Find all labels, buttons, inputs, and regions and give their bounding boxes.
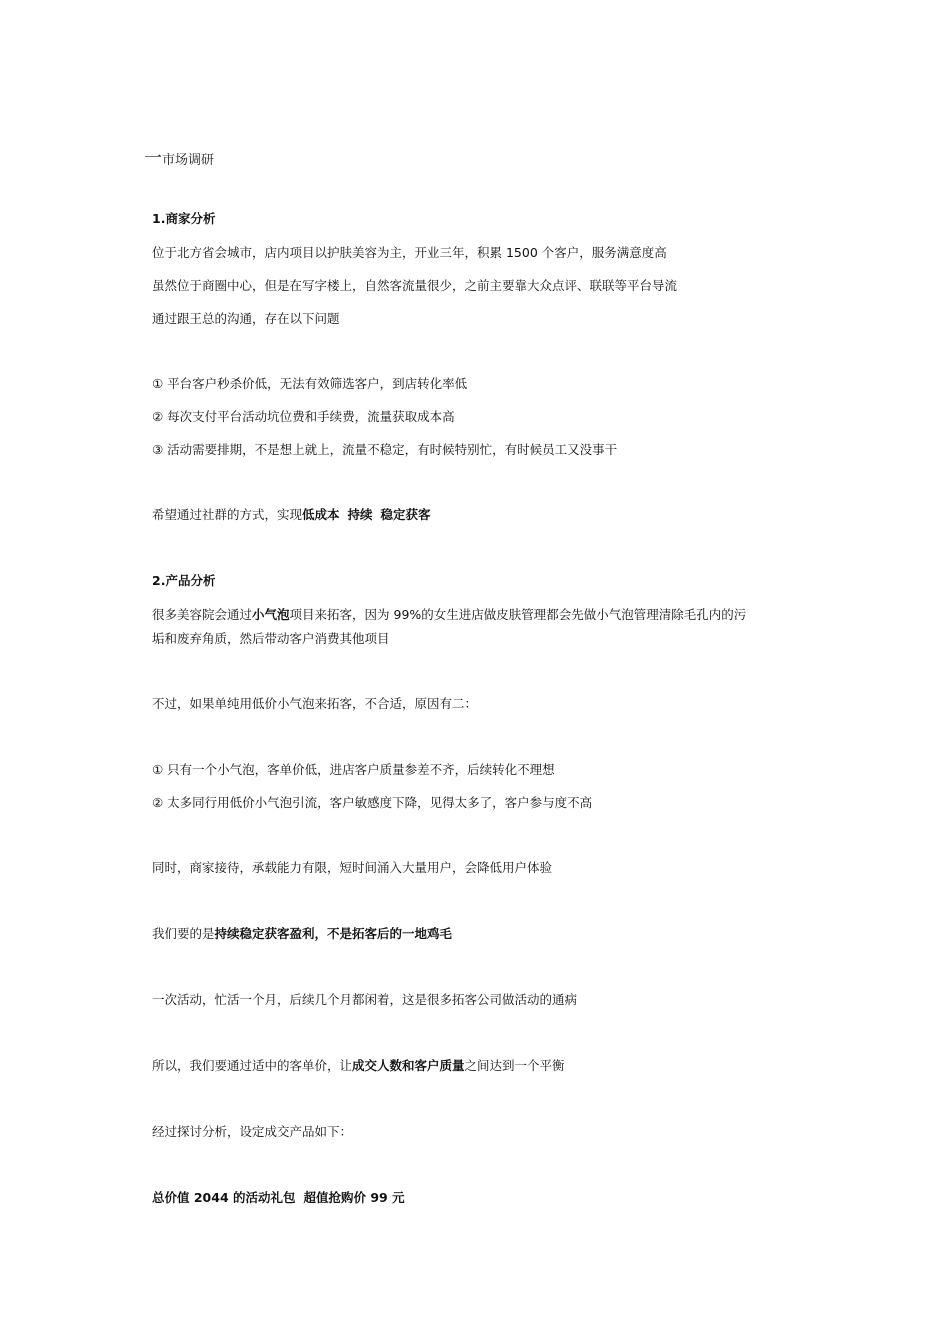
section-number: 一: [144, 148, 162, 169]
merchant-paragraph-1: 位于北方省会城市，店内项目以护肤美容为主，开业三年，积累 1500 个客户，服务满意度高: [152, 245, 667, 260]
p4-bold: 持续稳定获客盈利，不是拓客后的一地鸡毛: [214, 926, 453, 941]
section-title: [144, 144, 214, 170]
product-paragraph-4: [152, 923, 452, 945]
product-paragraph-7: 经过探讨分析，设定成交产品如下：: [152, 1124, 353, 1139]
product-paragraph-3: 同时，商家接待，承载能力有限，短时间涌入大量用户，会降低用户体验: [152, 860, 553, 875]
p1-prefix: 很多美容院会通过: [152, 607, 253, 622]
product-paragraph-1-line-2: 垢和废弃角质，然后带动客户消费其他项目: [152, 631, 390, 646]
hope-prefix: 希望通过社群的方式，实现: [152, 507, 303, 522]
issue-item-3: ③ 活动需要排期，不是想上就上，流量不稳定，有时候特别忙，有时候员工又没事干: [152, 442, 618, 457]
issue-item-2: ② 每次支付平台活动坑位费和手续费，流量获取成本高: [152, 409, 455, 424]
product-paragraph-2: 不过，如果单纯用低价小气泡来拓客，不合适，原因有二：: [152, 696, 478, 711]
merchant-paragraph-2: 虽然位于商圈中心，但是在写字楼上，自然客流量很少，之前主要靠大众点评、联联等平台导流: [152, 278, 678, 293]
p6-prefix: 所以，我们要通过适中的客单价，让: [152, 1058, 353, 1073]
hope-bold-3: 稳定获客: [380, 507, 431, 522]
hope-statement: [152, 504, 431, 526]
offer-bold-2: 超值抢购价 99 元: [303, 1190, 405, 1205]
p1-suffix: 项目来拓客，因为 99%的女生进店做皮肤管理都会先做小气泡管理清除毛孔内的污: [289, 607, 747, 622]
merchant-heading: 1.商家分析: [152, 211, 216, 226]
reason-item-1: ① 只有一个小气泡，客单价低，进店客户质量参差不齐，后续转化不理想: [152, 762, 555, 777]
offer-bold-1: 总价值 2044 的活动礼包: [152, 1190, 296, 1205]
reason-item-2: ② 太多同行用低价小气泡引流，客户敏感度下降，见得太多了，客户参与度不高: [152, 795, 593, 810]
p6-bold: 成交人数和客户质量: [352, 1058, 465, 1073]
product-paragraph-6: [152, 1055, 565, 1077]
p1-bold: 小气泡: [252, 607, 290, 622]
p4-prefix: 我们要的是: [152, 926, 215, 941]
issue-item-1: ① 平台客户秒杀价低，无法有效筛选客户，到店转化率低: [152, 376, 468, 391]
p6-suffix: 之间达到一个平衡: [464, 1058, 565, 1073]
hope-bold-2: 持续: [347, 507, 373, 522]
product-paragraph-1: [152, 604, 746, 626]
product-paragraph-5: 一次活动，忙活一个月，后续几个月都闲着，这是很多拓客公司做活动的通病: [152, 992, 578, 1007]
merchant-paragraph-3: 通过跟王总的沟通，存在以下问题: [152, 311, 340, 326]
product-heading: 2.产品分析: [152, 573, 216, 588]
section-title-text: 市场调研: [162, 153, 215, 168]
product-offer: [152, 1187, 405, 1209]
hope-bold-1: 低成本: [302, 507, 340, 522]
